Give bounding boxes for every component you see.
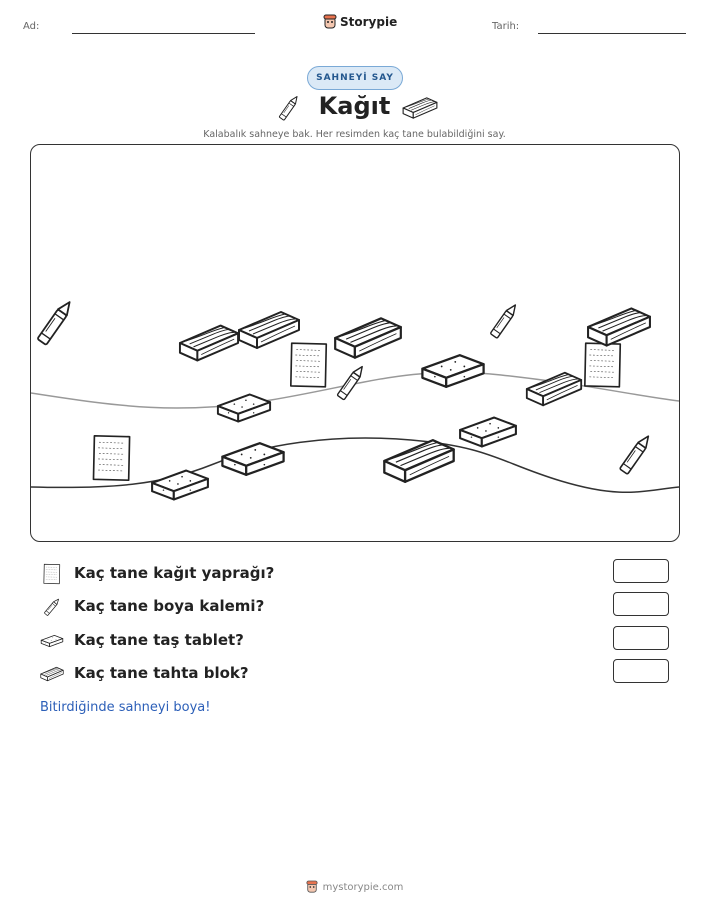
date-label: Tarih: [492,21,520,32]
scene-paper-2 [585,343,620,387]
answer-box-stone[interactable] [613,626,669,650]
question-text: Kaç tane tahta blok? [74,664,249,682]
scene-stone-tablet-4 [222,443,283,475]
scene-wood-block-4 [588,308,650,345]
scene-crayon-4 [620,433,653,474]
question-text: Kaç tane kağıt yaprağı? [74,564,275,582]
scene-crayon-1 [37,299,74,345]
question-text: Kaç tane boya kalemi? [74,597,265,615]
page-footer [0,880,709,894]
coloring-instruction: Bitirdiğinde sahneyi boya! [40,700,211,715]
paper-sheet-icon [40,563,64,585]
scene-wood-block-6 [384,440,453,482]
name-line[interactable] [72,33,255,34]
scene-stone-tablet-3 [460,418,516,447]
answer-box-crayon[interactable] [613,592,669,616]
brand-logo [323,14,397,30]
stone-tablet-icon [40,630,64,652]
scene-illustration [31,145,679,541]
answer-box-wood[interactable] [613,659,669,683]
answer-box-paper[interactable] [613,559,669,583]
crayon-icon [40,596,64,618]
page-title: Kağıt [318,92,391,120]
question-row-stone [40,626,680,656]
scene-paper-1 [291,343,326,387]
scene-paper-3 [93,436,129,480]
brand-mascot-icon [323,14,337,30]
question-row-wood [40,659,680,689]
scene-stone-tablet-2 [218,394,270,421]
scene-crayon-2 [490,303,519,339]
question-row-paper [40,559,680,589]
footer-mascot-icon [306,880,318,894]
footer-url[interactable]: mystorypie.com [322,881,404,893]
counting-scene [30,144,680,542]
scene-stone-tablet-1 [422,355,483,387]
scene-wood-block-1 [180,326,238,361]
question-text: Kaç tane taş tablet? [74,631,244,649]
page-subtitle: Kalabalık sahneye bak. Her resimden kaç tane bulabildiğini say. [203,129,506,140]
question-row-crayon [40,592,680,622]
wood-block-icon [40,663,64,685]
brand-name: Storypie [340,15,398,29]
scene-wood-block-5 [527,373,581,406]
title-wood-block-icon [402,96,438,120]
date-line[interactable] [538,33,686,34]
name-label: Ad: [23,21,40,32]
scene-wood-block-3 [335,318,401,357]
scene-wood-block-2 [239,312,299,348]
activity-badge: SAHNEYİ SAY [307,66,403,90]
scene-stone-tablet-5 [152,471,208,500]
